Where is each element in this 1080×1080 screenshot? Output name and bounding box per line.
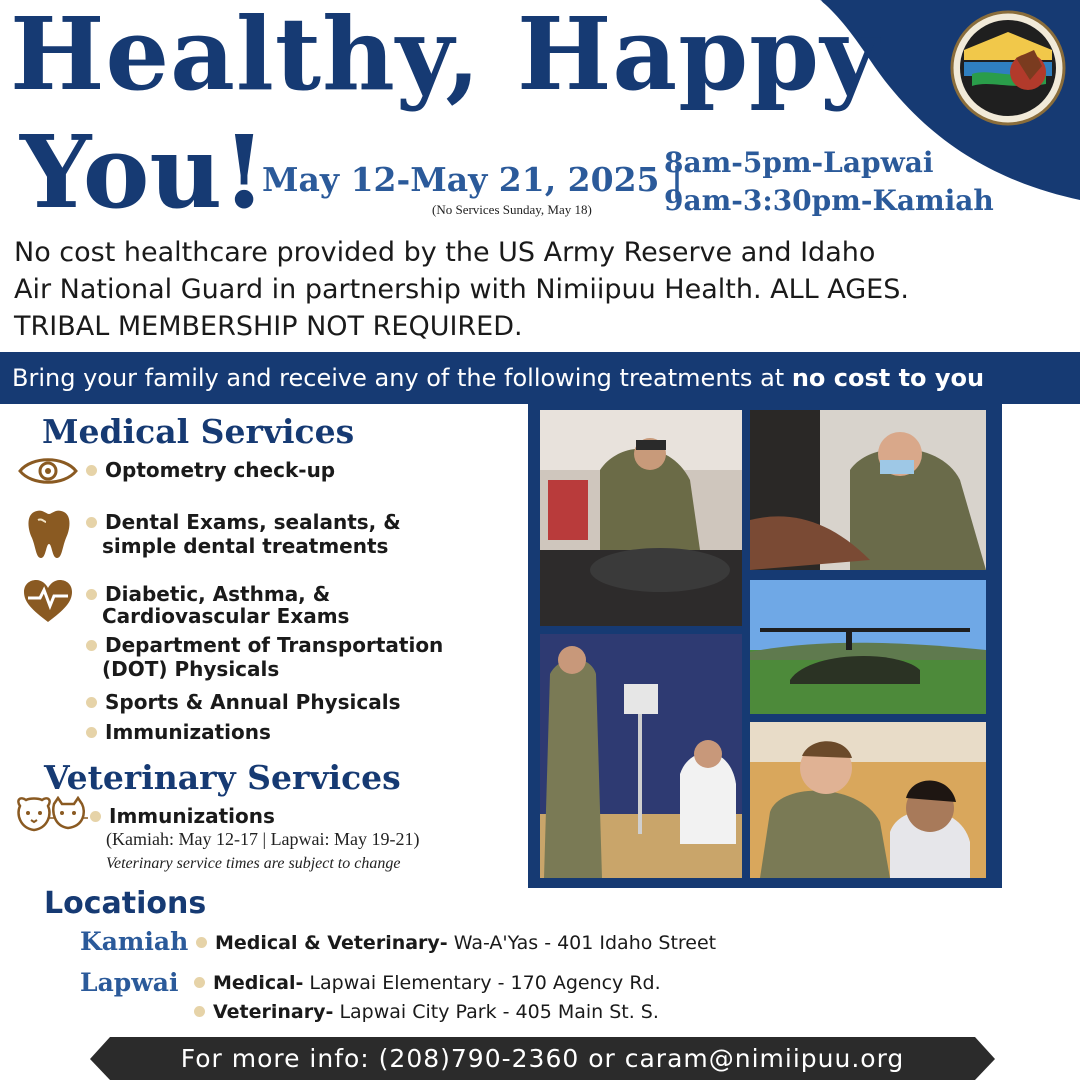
tooth-icon: [24, 508, 74, 560]
photo-helicopter: [750, 580, 986, 714]
location-lapwai-veterinary: Veterinary- Lapwai City Park - 405 Main St. S.: [194, 1001, 659, 1023]
medical-item-sports: Sports & Annual Physicals: [86, 690, 400, 714]
medical-item-immunizations: Immunizations: [86, 720, 271, 744]
intro-text: [14, 234, 1074, 345]
intro-line-3: TRIBAL MEMBERSHIP NOT REQUIRED.: [14, 311, 523, 342]
photo-vitals-check: [540, 634, 742, 878]
bullet: [86, 697, 97, 708]
banner-text: Bring your family and receive any of the following treatments at: [12, 364, 792, 392]
photo-collage: [528, 404, 1002, 888]
veterinary-schedule: (Kamiah: May 12-17 | Lapwai: May 19-21): [106, 829, 420, 849]
medical-services-heading: Medical Services: [42, 412, 355, 451]
bullet: [86, 465, 97, 476]
bullet: [194, 977, 205, 988]
medical-item-dot: Department of Transportation: [86, 633, 443, 657]
bullet: [86, 727, 97, 738]
locations-heading: Locations: [44, 886, 207, 921]
banner-emphasis: no cost to you: [791, 364, 985, 392]
bullet: [86, 517, 97, 528]
veterinary-services-heading: Veterinary Services: [44, 758, 401, 797]
nimiipuu-seal-logo: [950, 10, 1066, 126]
bullet: [86, 589, 97, 600]
heart-pulse-icon: [22, 578, 74, 624]
hours-kamiah: 9am-3:30pm-Kamiah: [664, 184, 994, 217]
no-services-note: (No Services Sunday, May 18): [432, 202, 592, 217]
footer-contact: For more info: (208)790-2360 or caram@nimiipuu.org: [180, 1044, 905, 1073]
eye-icon: [18, 454, 78, 488]
pets-icon: [14, 796, 90, 836]
footer-banner: [90, 1037, 995, 1080]
location-lapwai-name: Lapwai: [80, 968, 179, 997]
location-kamiah-line: Medical & Veterinary- Wa-A'Yas - 401 Idaho Street: [196, 932, 716, 954]
medical-item-dental: Dental Exams, sealants, &: [86, 510, 401, 534]
event-dates: May 12-May 21, 2025 |: [262, 160, 684, 199]
bullet: [86, 640, 97, 651]
banner: [0, 352, 1080, 404]
veterinary-note: Veterinary service times are subject to change: [106, 855, 401, 872]
bullet: [90, 811, 101, 822]
bullet: [194, 1006, 205, 1017]
photo-dental-exam: [540, 410, 742, 626]
veterinary-item-immunizations: Immunizations: [90, 804, 275, 828]
medical-item-dot-cont: (DOT) Physicals: [102, 657, 280, 681]
intro-line-1: No cost healthcare provided by the US Army Reserve and Idaho: [14, 237, 876, 268]
location-kamiah-name: Kamiah: [80, 927, 189, 956]
hours-block: [664, 144, 994, 220]
photo-soldier-child: [750, 722, 986, 878]
hours-lapwai: 8am-5pm-Lapwai: [664, 146, 934, 179]
medical-item-diabetic: Diabetic, Asthma, &: [86, 582, 330, 606]
location-lapwai-medical: Medical- Lapwai Elementary - 170 Agency Rd.: [194, 972, 661, 994]
medical-item-diabetic-cont: Cardiovascular Exams: [102, 604, 350, 628]
title-line-1: Healthy, Happy: [10, 0, 880, 113]
bullet: [196, 937, 207, 948]
medical-item-optometry: Optometry check-up: [86, 458, 335, 482]
title-line-2: You!: [20, 113, 266, 231]
medical-item-dental-cont: simple dental treatments: [102, 534, 389, 558]
intro-line-2: Air National Guard in partnership with Nimiipuu Health. ALL AGES.: [14, 274, 909, 305]
photo-blood-pressure: [750, 410, 986, 570]
